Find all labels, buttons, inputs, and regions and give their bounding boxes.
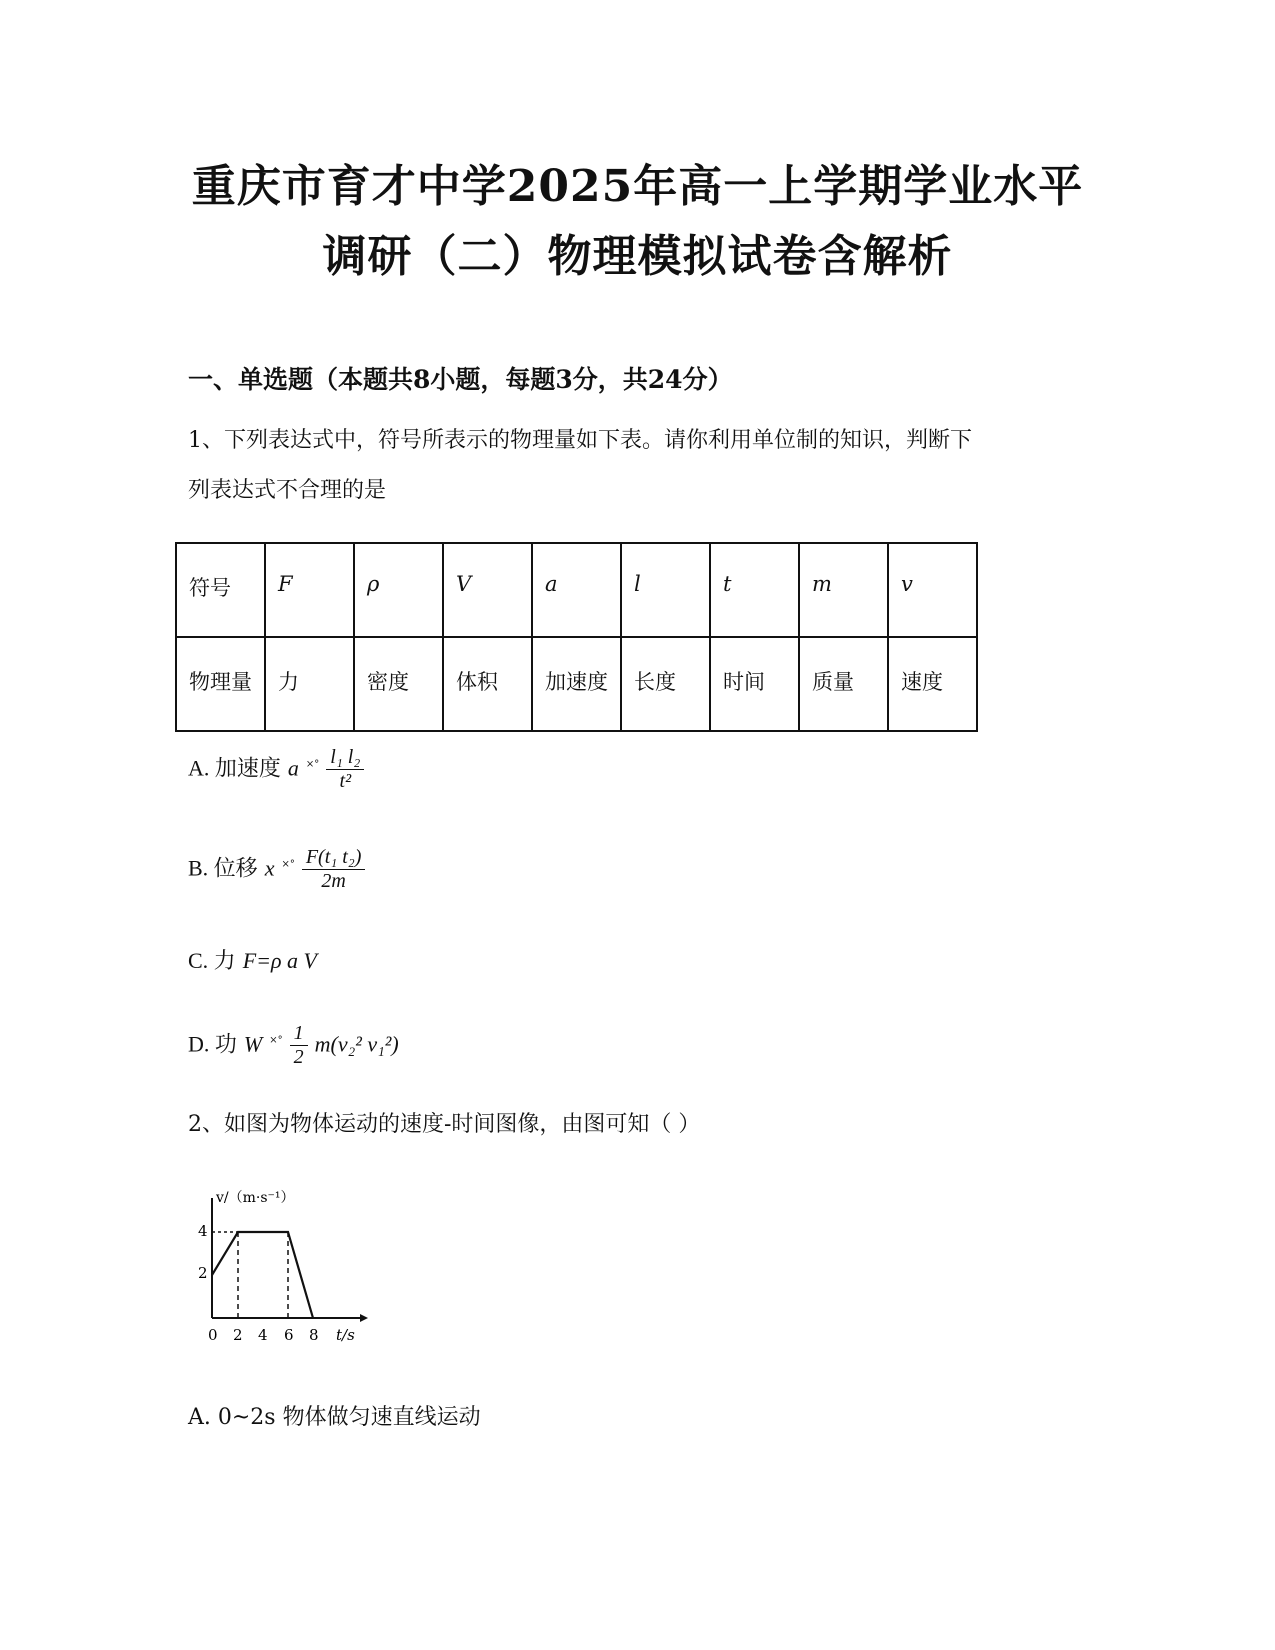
table-cell: ρ [354, 543, 443, 637]
option-label: C. 力 [188, 948, 236, 973]
option-label: D. 功 [188, 1031, 237, 1057]
formula-lhs: x [264, 855, 275, 881]
x-tick-0: 0 [208, 1326, 218, 1344]
quantity-row [176, 637, 977, 731]
fraction-numerator: F(t₁ t₂) [305, 846, 362, 868]
table-cell: 加速度 [532, 637, 621, 731]
formula-lhs: W [243, 1031, 263, 1057]
table-cell: t [710, 543, 799, 637]
fraction-numerator: l₁ l₂ [330, 746, 361, 768]
table-cell: 速度 [888, 637, 977, 731]
table-cell: l [621, 543, 710, 637]
fraction-denominator: 2 [290, 1045, 308, 1069]
velocity-time-graph [200, 1188, 380, 1348]
velocity-curve [212, 1232, 313, 1318]
option-label: B. 位移 [188, 855, 258, 881]
formula-lhs: a [287, 755, 299, 781]
table-cell: V [443, 543, 532, 637]
table-cell: 力 [265, 637, 354, 731]
fraction-denominator: t² [326, 769, 364, 793]
fraction-numerator: 1 [293, 1022, 304, 1044]
option-d[interactable] [188, 1022, 399, 1069]
formula-rest: m(v₂² v₁²) [314, 1031, 399, 1057]
table-cell: 长度 [621, 637, 710, 731]
option-a[interactable] [188, 746, 364, 793]
document-title-line-1: 重庆市育才中学2025年高一上学期学业水平 [191, 161, 1084, 212]
table-cell: 体积 [443, 637, 532, 731]
relation-mark: ×° [269, 1035, 283, 1047]
table-cell: 密度 [354, 637, 443, 731]
x-tick-4: 4 [258, 1326, 268, 1344]
document-title-line-2: 调研（二）物理模拟试卷含解析 [322, 231, 953, 282]
symbol-row [176, 543, 977, 637]
question-1-line-1: 1、下列表达式中，符号所表示的物理量如下表。请你利用单位制的知识，判断下 [188, 428, 972, 453]
symbol-table [175, 542, 978, 732]
table-cell: 质量 [799, 637, 888, 731]
table-cell: 时间 [710, 637, 799, 731]
question-2-text: 2、如图为物体运动的速度-时间图像，由图可知（ ） [188, 1112, 701, 1137]
option-c[interactable] [188, 944, 317, 975]
x-tick-2: 2 [233, 1326, 243, 1344]
x-tick-8: 8 [309, 1326, 319, 1344]
y-tick-2: 2 [198, 1264, 208, 1282]
relation-mark: ×° [281, 859, 295, 871]
question-2-option-a[interactable]: A. 0~2s 物体做匀速直线运动 [188, 1405, 481, 1430]
table-cell: 物理量 [176, 637, 265, 731]
x-axis-label: t/s [336, 1326, 355, 1344]
formula-expression: F=ρ a V [242, 948, 317, 973]
option-b[interactable] [188, 846, 365, 893]
fraction-denominator: 2m [302, 869, 366, 893]
y-axis-label: v/（m·s⁻¹） [216, 1190, 295, 1206]
table-cell: v [888, 543, 977, 637]
table-cell: 符号 [176, 543, 265, 637]
table-cell: F [265, 543, 354, 637]
formula-fraction [302, 846, 366, 893]
table-cell: a [532, 543, 621, 637]
x-tick-6: 6 [284, 1326, 294, 1344]
section-heading: 一、单选题（本题共8小题，每题3分，共24分） [188, 365, 733, 394]
question-1-text [188, 416, 1088, 516]
question-1-line-2: 列表达式不合理的是 [188, 478, 387, 503]
table-cell: m [799, 543, 888, 637]
formula-fraction [326, 746, 364, 793]
formula-fraction [290, 1022, 308, 1069]
y-tick-4: 4 [198, 1222, 208, 1240]
relation-mark: ×° [305, 759, 320, 771]
x-axis-arrow [360, 1314, 368, 1322]
option-label: A. 加速度 [188, 755, 281, 781]
